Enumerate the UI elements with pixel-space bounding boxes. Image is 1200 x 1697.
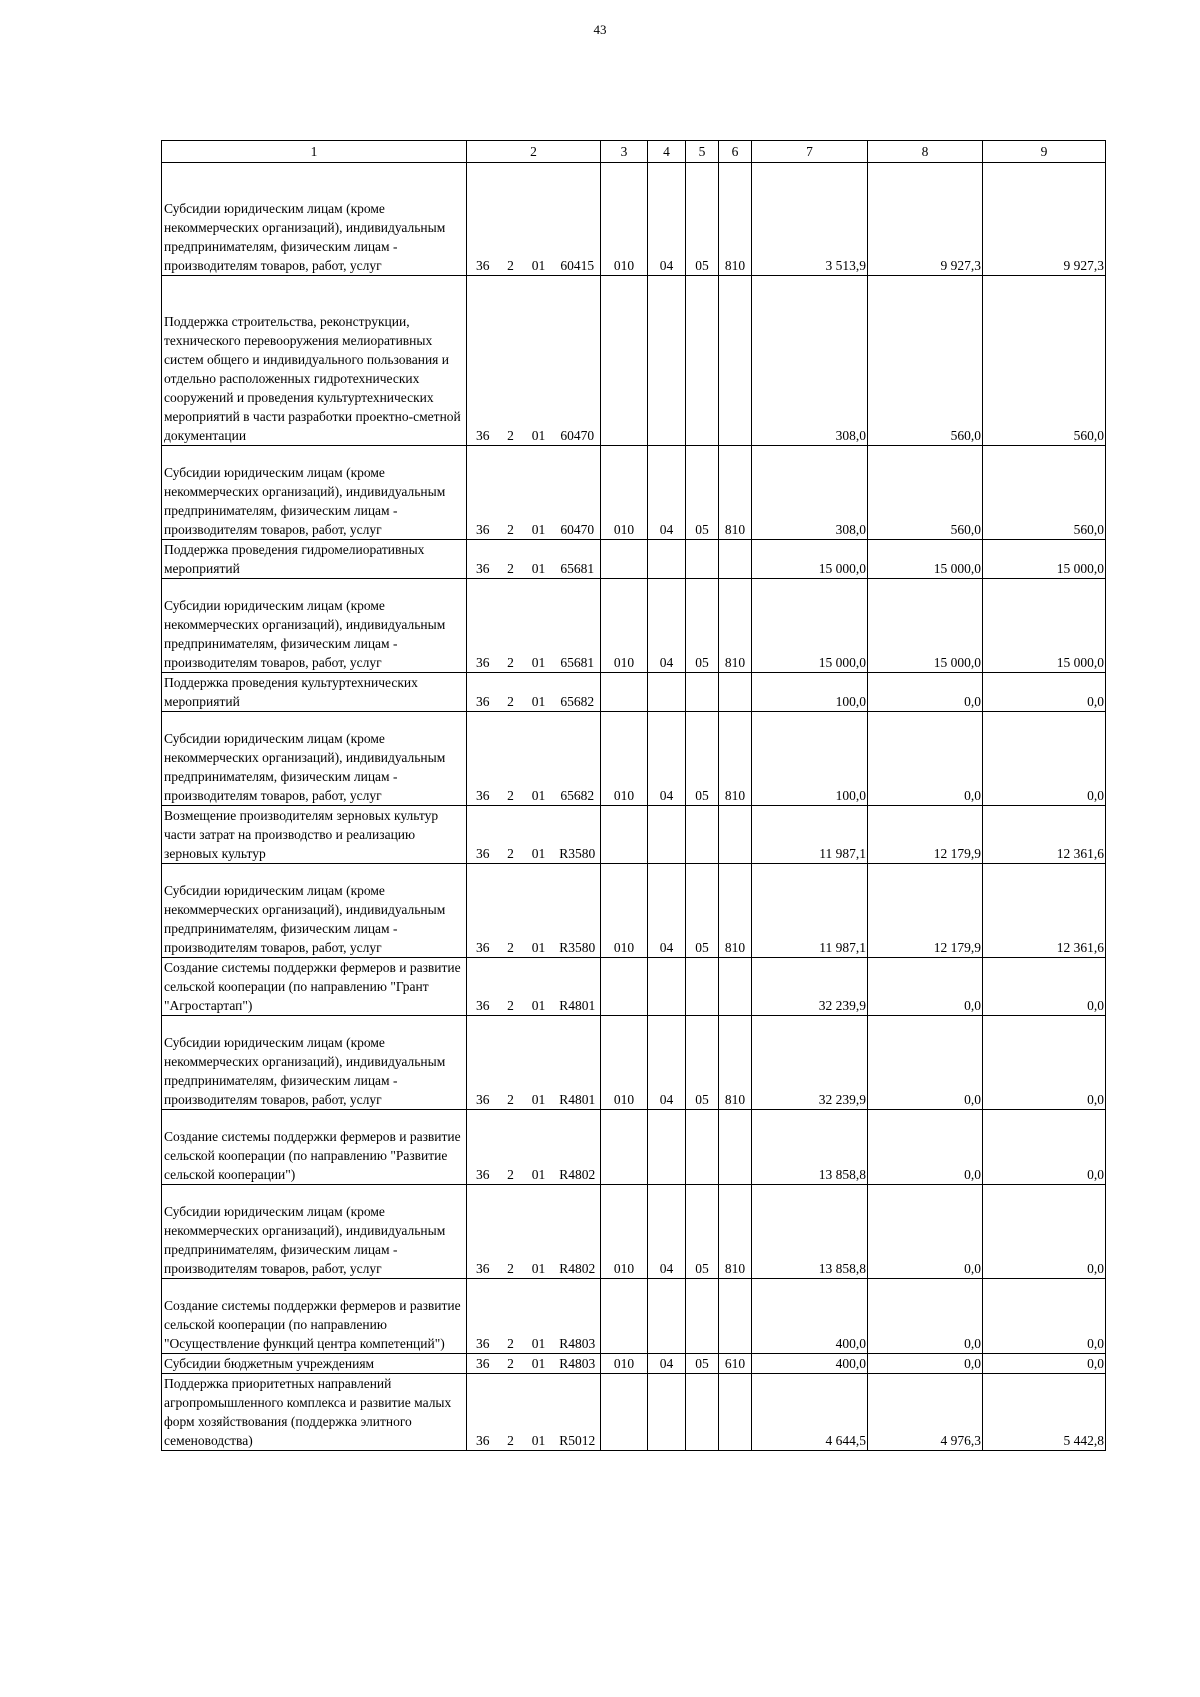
row-col7-amount: 13 858,8 bbox=[752, 1110, 868, 1185]
row-name-cell: Поддержка приоритетных направлений агропромышленного комплекса и развитие малых форм хозяйствования (поддержка элитного семеноводства) bbox=[162, 1374, 467, 1451]
row-name-cell: Создание системы поддержки фермеров и развитие сельской кооперации (по направлению "Развитие сельской кооперации") bbox=[162, 1110, 467, 1185]
row-col3-cell: 010 bbox=[601, 579, 648, 673]
row-col6-cell bbox=[719, 1279, 752, 1354]
row-code-program: 2 bbox=[499, 1016, 523, 1110]
row-code-ministry: 36 bbox=[467, 1279, 499, 1354]
row-code-subprogram: 01 bbox=[523, 163, 555, 276]
row-name-cell: Субсидии юридическим лицам (кроме некоммерческих организаций), индивидуальным предпринимателям, физическим лицам - производителям товаров, работ, услуг bbox=[162, 163, 467, 276]
row-col7-amount: 32 239,9 bbox=[752, 958, 868, 1016]
header-cell-8: 8 bbox=[868, 141, 983, 163]
row-col6-cell: 810 bbox=[719, 864, 752, 958]
row-col6-cell bbox=[719, 276, 752, 446]
row-col4-cell: 04 bbox=[648, 163, 686, 276]
row-col4-cell bbox=[648, 806, 686, 864]
row-col8-amount: 0,0 bbox=[868, 1016, 983, 1110]
row-col8-amount: 0,0 bbox=[868, 1354, 983, 1374]
row-col9-amount: 0,0 bbox=[983, 712, 1106, 806]
budget-table bbox=[161, 140, 1106, 1451]
row-col6-cell bbox=[719, 673, 752, 712]
row-col7-amount: 308,0 bbox=[752, 276, 868, 446]
row-code-direction: 65681 bbox=[555, 540, 601, 579]
row-col4-cell bbox=[648, 673, 686, 712]
row-col4-cell: 04 bbox=[648, 864, 686, 958]
row-col8-amount: 560,0 bbox=[868, 276, 983, 446]
row-code-program: 2 bbox=[499, 1185, 523, 1279]
row-col6-cell: 810 bbox=[719, 579, 752, 673]
row-col9-amount: 15 000,0 bbox=[983, 540, 1106, 579]
row-col4-cell bbox=[648, 958, 686, 1016]
row-col5-cell: 05 bbox=[686, 1354, 719, 1374]
row-col9-amount: 0,0 bbox=[983, 1016, 1106, 1110]
row-code-direction: R4802 bbox=[555, 1110, 601, 1185]
row-name-cell: Субсидии юридическим лицам (кроме некоммерческих организаций), индивидуальным предпринимателям, физическим лицам - производителям товаров, работ, услуг bbox=[162, 712, 467, 806]
row-name-cell: Поддержка проведения гидромелиоративных мероприятий bbox=[162, 540, 467, 579]
header-cell-4: 4 bbox=[648, 141, 686, 163]
row-code-ministry: 36 bbox=[467, 958, 499, 1016]
header-cell-7: 7 bbox=[752, 141, 868, 163]
row-col9-amount: 0,0 bbox=[983, 1110, 1106, 1185]
row-col7-amount: 308,0 bbox=[752, 446, 868, 540]
table-row bbox=[162, 712, 1106, 806]
row-code-subprogram: 01 bbox=[523, 446, 555, 540]
row-col6-cell: 810 bbox=[719, 163, 752, 276]
table-row bbox=[162, 1279, 1106, 1354]
row-code-subprogram: 01 bbox=[523, 864, 555, 958]
table-row bbox=[162, 446, 1106, 540]
row-col6-cell bbox=[719, 958, 752, 1016]
row-col7-amount: 100,0 bbox=[752, 712, 868, 806]
table-row bbox=[162, 1185, 1106, 1279]
row-col3-cell bbox=[601, 276, 648, 446]
row-code-subprogram: 01 bbox=[523, 1354, 555, 1374]
row-code-ministry: 36 bbox=[467, 579, 499, 673]
row-code-direction: R3580 bbox=[555, 806, 601, 864]
row-col8-amount: 0,0 bbox=[868, 1279, 983, 1354]
row-name-cell: Поддержка строительства, реконструкции, технического перевооружения мелиоративных систем общего и индивидуального пользования и отдельно расположенных гидротехнических сооружений и проведения культуртехнических мероприятий в части разработки проектно-сметной документации bbox=[162, 276, 467, 446]
row-col6-cell: 810 bbox=[719, 446, 752, 540]
row-col5-cell bbox=[686, 673, 719, 712]
row-code-direction: 65681 bbox=[555, 579, 601, 673]
row-code-direction: R4803 bbox=[555, 1354, 601, 1374]
row-col3-cell: 010 bbox=[601, 163, 648, 276]
row-code-ministry: 36 bbox=[467, 540, 499, 579]
row-name-cell: Субсидии юридическим лицам (кроме некоммерческих организаций), индивидуальным предпринимателям, физическим лицам - производителям товаров, работ, услуг bbox=[162, 446, 467, 540]
row-code-ministry: 36 bbox=[467, 673, 499, 712]
row-code-ministry: 36 bbox=[467, 1185, 499, 1279]
row-col7-amount: 11 987,1 bbox=[752, 806, 868, 864]
row-col9-amount: 15 000,0 bbox=[983, 579, 1106, 673]
row-code-direction: R4803 bbox=[555, 1279, 601, 1354]
row-col5-cell bbox=[686, 540, 719, 579]
row-col4-cell bbox=[648, 1110, 686, 1185]
row-col7-amount: 400,0 bbox=[752, 1354, 868, 1374]
row-col4-cell: 04 bbox=[648, 1185, 686, 1279]
row-name-cell: Субсидии юридическим лицам (кроме некоммерческих организаций), индивидуальным предпринимателям, физическим лицам - производителям товаров, работ, услуг bbox=[162, 864, 467, 958]
row-name-cell: Возмещение производителям зерновых культур части затрат на производство и реализацию зерновых культур bbox=[162, 806, 467, 864]
row-col7-amount: 15 000,0 bbox=[752, 579, 868, 673]
row-code-program: 2 bbox=[499, 864, 523, 958]
row-col3-cell: 010 bbox=[601, 1354, 648, 1374]
row-col4-cell bbox=[648, 1279, 686, 1354]
row-code-subprogram: 01 bbox=[523, 806, 555, 864]
row-name-cell: Субсидии юридическим лицам (кроме некоммерческих организаций), индивидуальным предпринимателям, физическим лицам - производителям товаров, работ, услуг bbox=[162, 579, 467, 673]
row-name-cell: Субсидии бюджетным учреждениям bbox=[162, 1354, 467, 1374]
row-col5-cell: 05 bbox=[686, 163, 719, 276]
row-code-direction: R3580 bbox=[555, 864, 601, 958]
row-col3-cell bbox=[601, 1110, 648, 1185]
row-col5-cell: 05 bbox=[686, 864, 719, 958]
row-code-ministry: 36 bbox=[467, 864, 499, 958]
header-cell-2: 2 bbox=[467, 141, 601, 163]
row-col8-amount: 0,0 bbox=[868, 712, 983, 806]
row-col5-cell bbox=[686, 1279, 719, 1354]
table-row bbox=[162, 673, 1106, 712]
row-code-program: 2 bbox=[499, 540, 523, 579]
header-cell-6: 6 bbox=[719, 141, 752, 163]
row-code-direction: 65682 bbox=[555, 673, 601, 712]
row-code-direction: 60415 bbox=[555, 163, 601, 276]
row-col5-cell: 05 bbox=[686, 1016, 719, 1110]
row-code-direction: 65682 bbox=[555, 712, 601, 806]
row-col5-cell: 05 bbox=[686, 712, 719, 806]
row-code-subprogram: 01 bbox=[523, 1110, 555, 1185]
row-col5-cell: 05 bbox=[686, 1185, 719, 1279]
row-col9-amount: 5 442,8 bbox=[983, 1374, 1106, 1451]
row-col8-amount: 4 976,3 bbox=[868, 1374, 983, 1451]
row-code-program: 2 bbox=[499, 1279, 523, 1354]
row-name-cell: Создание системы поддержки фермеров и развитие сельской кооперации (по направлению "Грант "Агростартап") bbox=[162, 958, 467, 1016]
row-col3-cell bbox=[601, 673, 648, 712]
row-col5-cell bbox=[686, 806, 719, 864]
row-col7-amount: 32 239,9 bbox=[752, 1016, 868, 1110]
row-col3-cell: 010 bbox=[601, 712, 648, 806]
row-code-program: 2 bbox=[499, 579, 523, 673]
row-col8-amount: 560,0 bbox=[868, 446, 983, 540]
row-col7-amount: 400,0 bbox=[752, 1279, 868, 1354]
row-col9-amount: 0,0 bbox=[983, 1354, 1106, 1374]
table-row bbox=[162, 864, 1106, 958]
row-code-ministry: 36 bbox=[467, 276, 499, 446]
row-col9-amount: 0,0 bbox=[983, 1279, 1106, 1354]
table-row bbox=[162, 163, 1106, 276]
row-code-direction: 60470 bbox=[555, 446, 601, 540]
row-col9-amount: 560,0 bbox=[983, 446, 1106, 540]
row-code-subprogram: 01 bbox=[523, 1374, 555, 1451]
row-col6-cell bbox=[719, 1110, 752, 1185]
row-code-program: 2 bbox=[499, 446, 523, 540]
row-code-subprogram: 01 bbox=[523, 540, 555, 579]
row-col8-amount: 0,0 bbox=[868, 958, 983, 1016]
table-row bbox=[162, 579, 1106, 673]
page-number: 43 bbox=[593, 22, 607, 37]
header-cell-1: 1 bbox=[162, 141, 467, 163]
row-code-program: 2 bbox=[499, 1110, 523, 1185]
row-code-program: 2 bbox=[499, 806, 523, 864]
table-row bbox=[162, 1354, 1106, 1374]
row-col3-cell: 010 bbox=[601, 864, 648, 958]
row-code-subprogram: 01 bbox=[523, 1185, 555, 1279]
row-col8-amount: 15 000,0 bbox=[868, 540, 983, 579]
row-col5-cell bbox=[686, 1110, 719, 1185]
row-code-program: 2 bbox=[499, 276, 523, 446]
row-col8-amount: 12 179,9 bbox=[868, 864, 983, 958]
row-col3-cell: 010 bbox=[601, 446, 648, 540]
row-code-subprogram: 01 bbox=[523, 712, 555, 806]
row-code-ministry: 36 bbox=[467, 163, 499, 276]
row-col3-cell: 010 bbox=[601, 1185, 648, 1279]
row-name-cell: Поддержка проведения культуртехнических мероприятий bbox=[162, 673, 467, 712]
row-code-subprogram: 01 bbox=[523, 958, 555, 1016]
row-code-subprogram: 01 bbox=[523, 1279, 555, 1354]
row-col8-amount: 0,0 bbox=[868, 1110, 983, 1185]
row-code-subprogram: 01 bbox=[523, 673, 555, 712]
table-row bbox=[162, 276, 1106, 446]
row-col6-cell: 810 bbox=[719, 1016, 752, 1110]
row-col8-amount: 12 179,9 bbox=[868, 806, 983, 864]
row-col6-cell: 610 bbox=[719, 1354, 752, 1374]
row-col4-cell: 04 bbox=[648, 1016, 686, 1110]
row-col6-cell: 810 bbox=[719, 1185, 752, 1279]
row-code-program: 2 bbox=[499, 958, 523, 1016]
row-col5-cell bbox=[686, 276, 719, 446]
row-col3-cell bbox=[601, 1374, 648, 1451]
row-col7-amount: 100,0 bbox=[752, 673, 868, 712]
row-col9-amount: 0,0 bbox=[983, 958, 1106, 1016]
row-name-cell: Субсидии юридическим лицам (кроме некоммерческих организаций), индивидуальным предпринимателям, физическим лицам - производителям товаров, работ, услуг bbox=[162, 1185, 467, 1279]
row-code-direction: 60470 bbox=[555, 276, 601, 446]
row-code-subprogram: 01 bbox=[523, 579, 555, 673]
row-code-subprogram: 01 bbox=[523, 276, 555, 446]
row-col8-amount: 15 000,0 bbox=[868, 579, 983, 673]
row-col3-cell bbox=[601, 958, 648, 1016]
table-row bbox=[162, 806, 1106, 864]
table-row bbox=[162, 540, 1106, 579]
row-code-direction: R4802 bbox=[555, 1185, 601, 1279]
row-col3-cell: 010 bbox=[601, 1016, 648, 1110]
row-code-program: 2 bbox=[499, 673, 523, 712]
row-col9-amount: 560,0 bbox=[983, 276, 1106, 446]
table-row bbox=[162, 1374, 1106, 1451]
row-code-ministry: 36 bbox=[467, 806, 499, 864]
row-code-ministry: 36 bbox=[467, 1016, 499, 1110]
row-name-cell: Субсидии юридическим лицам (кроме некоммерческих организаций), индивидуальным предпринимателям, физическим лицам - производителям товаров, работ, услуг bbox=[162, 1016, 467, 1110]
row-code-direction: R4801 bbox=[555, 958, 601, 1016]
row-col3-cell bbox=[601, 1279, 648, 1354]
row-col8-amount: 9 927,3 bbox=[868, 163, 983, 276]
row-col9-amount: 0,0 bbox=[983, 1185, 1106, 1279]
row-code-direction: R4801 bbox=[555, 1016, 601, 1110]
row-col3-cell bbox=[601, 806, 648, 864]
header-row bbox=[162, 141, 1106, 163]
row-code-ministry: 36 bbox=[467, 1110, 499, 1185]
header-cell-9: 9 bbox=[983, 141, 1106, 163]
row-col9-amount: 0,0 bbox=[983, 673, 1106, 712]
row-col4-cell bbox=[648, 540, 686, 579]
row-col7-amount: 3 513,9 bbox=[752, 163, 868, 276]
row-name-cell: Создание системы поддержки фермеров и развитие сельской кооперации (по направлению "Осуществление функций центра компетенций") bbox=[162, 1279, 467, 1354]
row-col9-amount: 12 361,6 bbox=[983, 864, 1106, 958]
row-col6-cell bbox=[719, 1374, 752, 1451]
row-code-subprogram: 01 bbox=[523, 1016, 555, 1110]
row-col5-cell: 05 bbox=[686, 579, 719, 673]
row-col5-cell: 05 bbox=[686, 446, 719, 540]
row-col4-cell bbox=[648, 1374, 686, 1451]
row-col7-amount: 13 858,8 bbox=[752, 1185, 868, 1279]
row-col7-amount: 15 000,0 bbox=[752, 540, 868, 579]
row-col9-amount: 12 361,6 bbox=[983, 806, 1106, 864]
row-col4-cell: 04 bbox=[648, 1354, 686, 1374]
row-col4-cell bbox=[648, 276, 686, 446]
row-col5-cell bbox=[686, 958, 719, 1016]
table-row bbox=[162, 958, 1106, 1016]
row-col4-cell: 04 bbox=[648, 446, 686, 540]
table-row bbox=[162, 1110, 1106, 1185]
row-col8-amount: 0,0 bbox=[868, 1185, 983, 1279]
row-code-program: 2 bbox=[499, 712, 523, 806]
row-code-program: 2 bbox=[499, 163, 523, 276]
row-col4-cell: 04 bbox=[648, 579, 686, 673]
row-col5-cell bbox=[686, 1374, 719, 1451]
row-col4-cell: 04 bbox=[648, 712, 686, 806]
row-code-program: 2 bbox=[499, 1374, 523, 1451]
row-code-ministry: 36 bbox=[467, 1374, 499, 1451]
header-cell-3: 3 bbox=[601, 141, 648, 163]
row-col7-amount: 11 987,1 bbox=[752, 864, 868, 958]
row-col8-amount: 0,0 bbox=[868, 673, 983, 712]
row-col7-amount: 4 644,5 bbox=[752, 1374, 868, 1451]
row-code-ministry: 36 bbox=[467, 712, 499, 806]
row-col3-cell bbox=[601, 540, 648, 579]
table-row bbox=[162, 1016, 1106, 1110]
row-code-ministry: 36 bbox=[467, 446, 499, 540]
row-code-direction: R5012 bbox=[555, 1374, 601, 1451]
header-cell-5: 5 bbox=[686, 141, 719, 163]
row-code-ministry: 36 bbox=[467, 1354, 499, 1374]
row-col6-cell bbox=[719, 540, 752, 579]
row-col6-cell: 810 bbox=[719, 712, 752, 806]
row-col9-amount: 9 927,3 bbox=[983, 163, 1106, 276]
row-code-program: 2 bbox=[499, 1354, 523, 1374]
row-col6-cell bbox=[719, 806, 752, 864]
